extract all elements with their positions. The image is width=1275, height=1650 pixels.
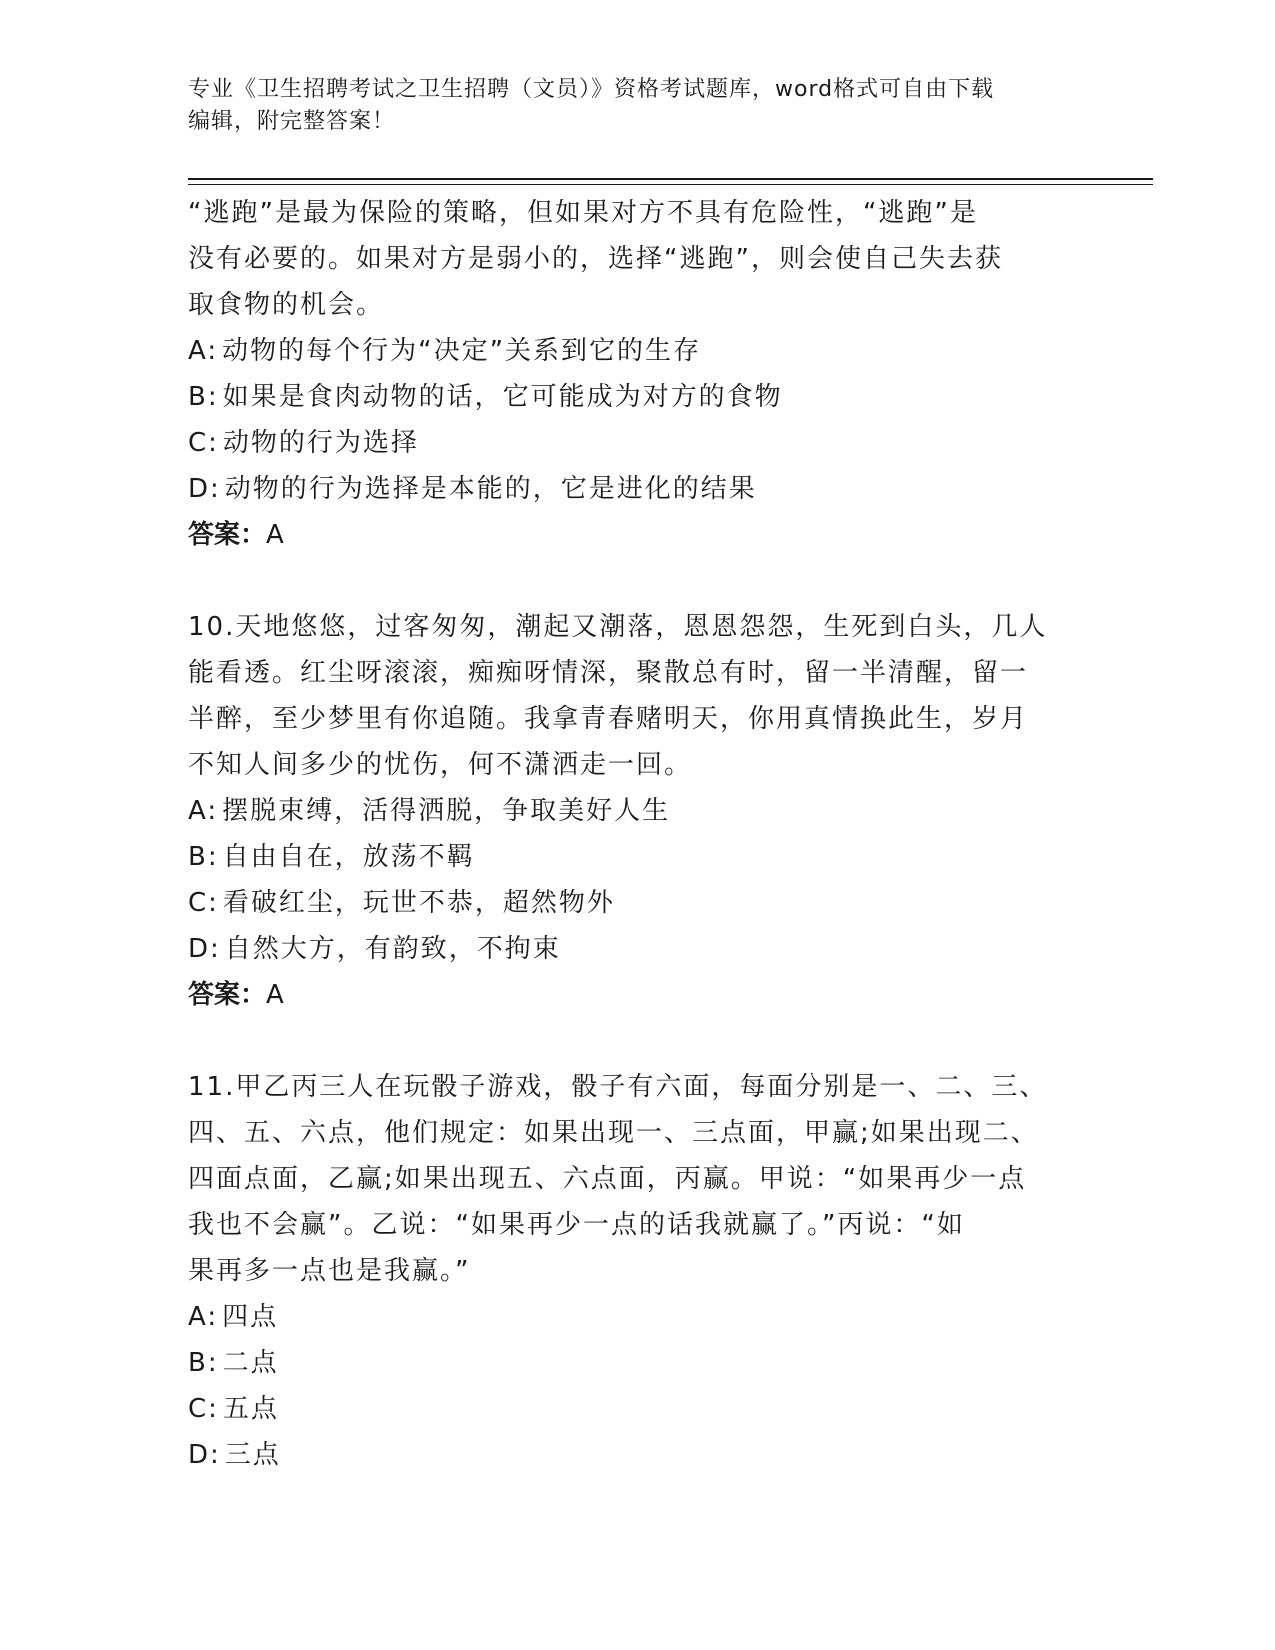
question-text-line: 没有必要的。如果对方是弱小的，选择“逃跑”，则会使自己失去获 xyxy=(188,244,1003,274)
question-text-line: 半醉，至少梦里有你追随。我拿青春赌明天，你用真情换此生，岁月 xyxy=(188,704,1029,734)
question-9 xyxy=(188,190,1088,558)
option-text: 动物的行为选择 xyxy=(222,428,419,458)
option-key: D: xyxy=(188,474,221,504)
option-text: 自然大方，有韵致，不拘束 xyxy=(224,934,561,964)
header-divider-thin xyxy=(188,184,1153,185)
question-text-line: 四面点面，乙赢;如果出现五、六点面，丙赢。甲说：“如果再少一点 xyxy=(188,1164,1027,1194)
option-text: 动物的每个行为“决定”关系到它的生存 xyxy=(222,336,702,366)
header-line-1: 专业《卫生招聘考试之卫生招聘（文员）》资格考试题库，word格式可自由下载 xyxy=(188,77,995,102)
question-text-line: 果再多一点也是我赢。” xyxy=(188,1256,471,1286)
option-key: D: xyxy=(188,934,221,964)
question-text-line: 不知人间多少的忧伤，何不潇洒走一回。 xyxy=(188,750,693,780)
option-key: A: xyxy=(188,336,219,366)
answer-label: 答案： xyxy=(188,980,267,1010)
option-text: 摆脱束缚，活得洒脱，争取美好人生 xyxy=(222,796,671,826)
option-key: B: xyxy=(188,842,219,872)
spacer xyxy=(188,558,1088,604)
document-body xyxy=(188,190,1088,1478)
question-text-line: “逃跑”是最为保险的策略，但如果对方不具有危险性，“逃跑”是 xyxy=(188,198,978,228)
answer-value: A xyxy=(266,520,284,550)
question-text-line: 10.天地悠悠，过客匆匆，潮起又潮落，恩恩怨怨，生死到白头，几人 xyxy=(188,612,1048,642)
option-c xyxy=(188,1386,1088,1432)
question-text-line: 取食物的机会。 xyxy=(188,290,385,320)
option-key: A: xyxy=(188,1302,219,1332)
option-key: C: xyxy=(188,1394,219,1424)
option-a xyxy=(188,1294,1088,1340)
answer-line xyxy=(188,972,1088,1018)
option-text: 四点 xyxy=(222,1302,279,1332)
option-text: 自由自在，放荡不羁 xyxy=(222,842,475,872)
option-d xyxy=(188,926,1088,972)
question-11 xyxy=(188,1064,1088,1478)
option-text: 五点 xyxy=(222,1394,279,1424)
option-b xyxy=(188,374,1088,420)
option-b xyxy=(188,834,1088,880)
option-key: B: xyxy=(188,382,219,412)
option-d xyxy=(188,466,1088,512)
answer-value: A xyxy=(266,980,284,1010)
option-c xyxy=(188,880,1088,926)
option-b xyxy=(188,1340,1088,1386)
option-key: B: xyxy=(188,1348,219,1378)
option-a xyxy=(188,328,1088,374)
option-text: 三点 xyxy=(224,1440,281,1470)
question-10 xyxy=(188,604,1088,1018)
question-text-line: 我也不会赢”。乙说：“如果再少一点的话我就赢了。”丙说：“如 xyxy=(188,1210,965,1240)
question-text-line: 能看透。红尘呀滚滚，痴痴呀情深，聚散总有时，留一半清醒，留一 xyxy=(188,658,1029,688)
question-text-line: 11.甲乙丙三人在玩骰子游戏，骰子有六面，每面分别是一、二、三、 xyxy=(188,1072,1048,1102)
option-d xyxy=(188,1432,1088,1478)
option-key: C: xyxy=(188,428,219,458)
option-text: 二点 xyxy=(222,1348,279,1378)
option-text: 看破红尘，玩世不恭，超然物外 xyxy=(222,888,615,918)
header-line-2: 编辑，附完整答案！ xyxy=(188,109,396,134)
header-divider-thick xyxy=(188,178,1153,180)
page-header xyxy=(188,74,1068,138)
question-text-line: 四、五、六点，他们规定：如果出现一、三点面，甲赢;如果出现二、 xyxy=(188,1118,1039,1148)
spacer xyxy=(188,1018,1088,1064)
option-a xyxy=(188,788,1088,834)
option-text: 如果是食肉动物的话，它可能成为对方的食物 xyxy=(222,382,783,412)
option-text: 动物的行为选择是本能的，它是进化的结果 xyxy=(224,474,757,504)
option-c xyxy=(188,420,1088,466)
option-key: D: xyxy=(188,1440,221,1470)
answer-line xyxy=(188,512,1088,558)
option-key: A: xyxy=(188,796,219,826)
option-key: C: xyxy=(188,888,219,918)
answer-label: 答案： xyxy=(188,520,267,550)
